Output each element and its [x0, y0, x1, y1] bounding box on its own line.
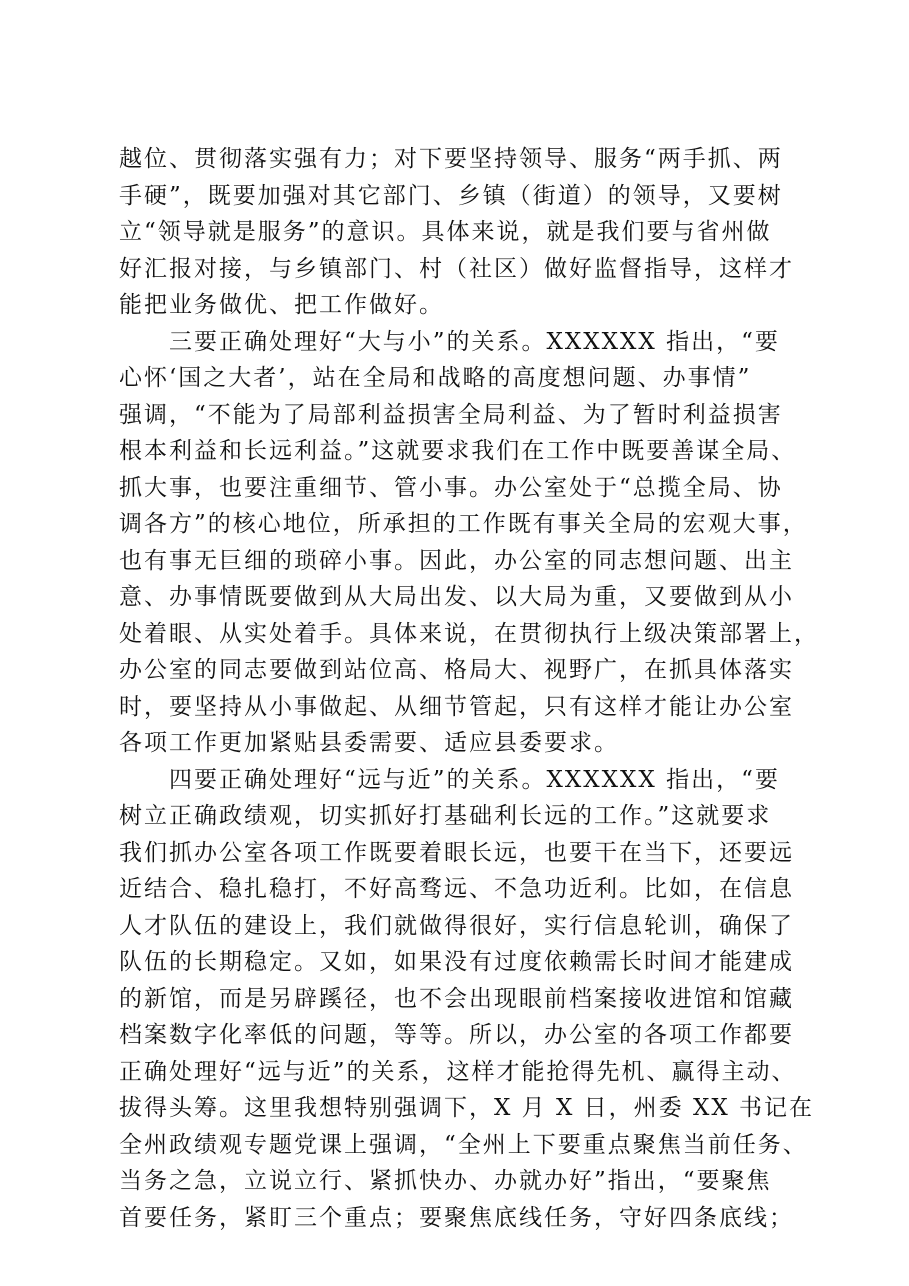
text-line: 树立正确政绩观，切实抓好打基础利长远的工作。”这就要求: [119, 803, 772, 829]
text-line: 也有事无巨细的琐碎小事。因此，办公室的同志想问题、出主: [119, 547, 794, 574]
text-line: 正确处理好“远与近”的关系，这样才能抢得先机、赢得主动、: [119, 1058, 797, 1085]
text-line: 好汇报对接，与乡镇部门、村（社区）做好监督指导，这样才: [119, 255, 794, 282]
text-line: 人才队伍的建设上，我们就做得很好，实行信息轮训，确保了: [119, 912, 794, 939]
text-line: 首要任务，紧盯三个重点；要聚焦底线任务，守好四条底线；: [119, 1204, 794, 1231]
text-line: 我们抓办公室各项工作既要着眼长远，也要干在当下，还要远: [119, 839, 794, 866]
text-line: 的新馆，而是另辟蹊径，也不会出现眼前档案接收进馆和馆藏: [119, 985, 794, 1012]
text-line: 立“领导就是服务”的意识。具体来说，就是我们要与省州做: [119, 219, 772, 245]
text-line: 时，要坚持从小事做起、从细节管起，只有这样才能让办公室: [119, 693, 794, 720]
text-line: 越位、贯彻落实强有力；对下要坚持领导、服务“两手抓、两: [119, 146, 783, 172]
text-line: 心怀‘国之大者’，站在全局和战略的高度想问题、办事情”: [119, 365, 752, 391]
paragraph-start-line: 三要正确处理好“大与小”的关系。XXXXXX 指出，“要: [119, 328, 780, 355]
text-line: 各项工作更加紧贴县委需要、适应县委要求。: [119, 730, 619, 756]
text-line: 手硬”，既要加强对其它部门、乡镇（街道）的领导，又要树: [119, 182, 783, 209]
text-line: 队伍的长期稳定。又如，如果没有过度依赖需长时间才能建成: [119, 949, 794, 975]
text-line: 办公室的同志要做到站位高、格局大、视野广，在抓具体落实: [119, 657, 794, 683]
text-line: 拔得头筹。这里我想特别强调下，X 月 X 日，州委 XX 书记在: [119, 1095, 815, 1121]
text-line: 抓大事，也要注重细节、管小事。办公室处于“总揽全局、协: [119, 474, 783, 501]
text-line: 近结合、稳扎稳打，不好高骛远、不急功近利。比如，在信息: [119, 876, 794, 902]
text-line: 当务之急，立说立行、紧抓快办、办就办好”指出，“要聚焦: [119, 1168, 772, 1194]
text-line: 能把业务做优、把工作做好。: [119, 292, 444, 318]
text-line: 意、办事情既要做到从大局出发、以大局为重，又要做到从小: [119, 584, 794, 610]
text-line: 档案数字化率低的问题，等等。所以，办公室的各项工作都要: [119, 1022, 794, 1048]
text-line: 处着眼、从实处着手。具体来说，在贯彻执行上级决策部署上，: [119, 620, 819, 647]
document-body: [119, 141, 819, 1236]
text-line: 调各方”的核心地位，所承担的工作既有事关全局的宏观大事，: [119, 511, 808, 537]
paragraph-start-line: 四要正确处理好“远与近”的关系。XXXXXX 指出，“要: [119, 766, 780, 793]
text-line: 根本利益和长远利益。”这就要求我们在工作中既要善谋全局、: [119, 438, 797, 464]
text-line: 全州政绩观专题党课上强调，“全州上下要重点聚焦当前任务、: [119, 1131, 808, 1158]
text-line: 强调，“不能为了局部利益损害全局利益、为了暂时利益损害: [119, 401, 783, 428]
